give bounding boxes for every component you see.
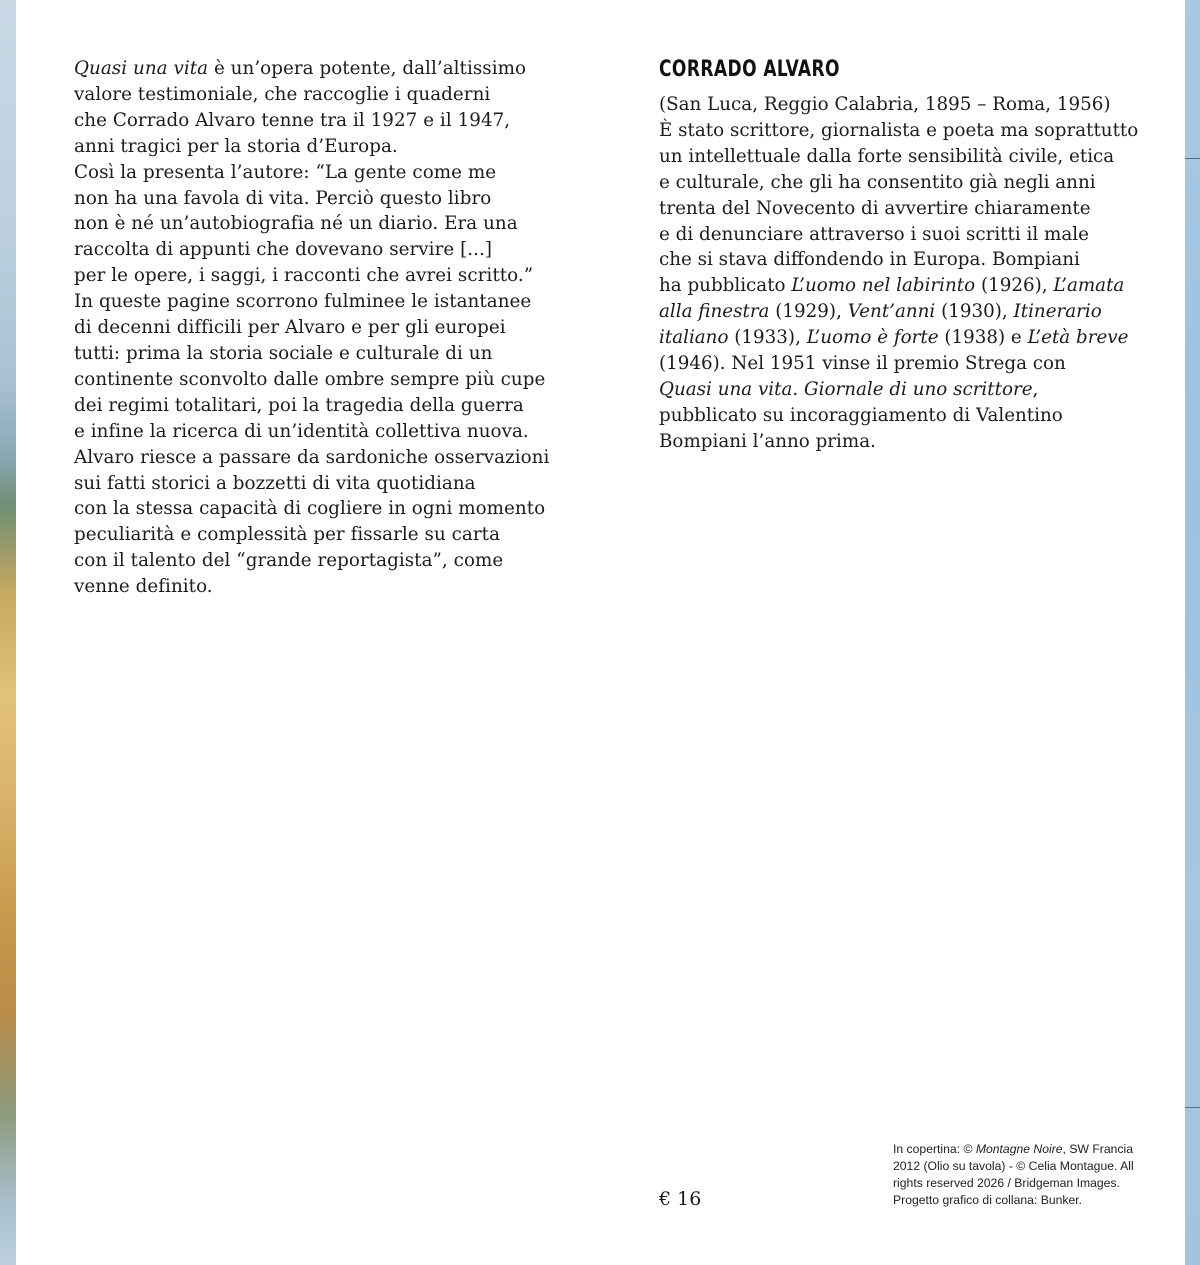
bio-line: (San Luca, Reggio Calabria, 1895 – Roma, 1956) xyxy=(659,94,1111,115)
synopsis-line: valore testimoniale, che raccoglie i quaderni xyxy=(74,83,491,105)
bio-line: trenta del Novecento di avvertire chiaramente xyxy=(659,197,1091,219)
synopsis-line: che Corrado Alvaro tenne tra il 1927 e il 1947, xyxy=(74,109,511,131)
synopsis-line: raccolta di appunti che dovevano servire [...] xyxy=(74,239,493,261)
bio-line: (1946). Nel 1951 vinse il premio Strega con xyxy=(659,353,1066,375)
synopsis-line: Così la presenta l’autore: “La gente come me xyxy=(74,161,497,183)
bio-line: un intellettuale dalla forte sensibilità civile, etica xyxy=(659,145,1115,167)
synopsis-line: e infine la ricerca di un’identità collettiva nuova. xyxy=(74,420,529,442)
credits-line: Progetto grafico di collana: Bunker. xyxy=(893,1193,1083,1207)
synopsis-line: continente sconvolto dalle ombre sempre più cupe xyxy=(74,368,546,390)
edge-mark xyxy=(1185,1107,1200,1108)
bio-line: pubblicato su incoraggiamento di Valentino xyxy=(659,404,1063,426)
synopsis-line: non ha una favola di vita. Perciò questo libro xyxy=(74,187,492,209)
author-bio xyxy=(659,92,1139,455)
price-label: € 16 xyxy=(659,1188,702,1210)
synopsis-line: anni tragici per la storia d’Europa. xyxy=(74,135,398,157)
credits-line: 2012 (Olio su tavola) - © Celia Montague. All xyxy=(893,1159,1134,1173)
author-heading: CORRADO ALVARO xyxy=(659,57,840,82)
bio-line: italiano (1933), L’uomo è forte (1938) e L’età breve xyxy=(659,327,1129,349)
synopsis-line: sui fatti storici a bozzetti di vita quotidiana xyxy=(74,472,476,494)
synopsis-text xyxy=(74,56,554,600)
synopsis-line: Alvaro riesce a passare da sardoniche osservazioni xyxy=(74,446,550,468)
bio-line: Quasi una vita. Giornale di uno scrittore, xyxy=(659,378,1039,400)
author-section xyxy=(659,56,1139,455)
synopsis-line: In queste pagine scorrono fulminee le istantanee xyxy=(74,291,532,313)
bio-line: che si stava diffondendo in Europa. Bompiani xyxy=(659,249,1080,271)
bio-line: alla finestra (1929), Vent’anni (1930), Itinerario xyxy=(659,301,1102,323)
synopsis-line: dei regimi totalitari, poi la tragedia della guerra xyxy=(74,394,524,416)
bio-line: e di denunciare attraverso i suoi scritti il male xyxy=(659,223,1089,245)
synopsis-line: con la stessa capacità di cogliere in ogni momento xyxy=(74,498,546,520)
synopsis-line: non è né un’autobiografia né un diario. Era una xyxy=(74,213,518,235)
credits-line: rights reserved 2026 / Bridgeman Images. xyxy=(893,1176,1120,1190)
synopsis-line: di decenni difficili per Alvaro e per gli europei xyxy=(74,317,506,339)
synopsis-line: tutti: prima la storia sociale e culturale di un xyxy=(74,342,493,364)
cover-credits xyxy=(893,1141,1153,1209)
edge-mark xyxy=(1185,158,1200,159)
bio-line: È stato scrittore, giornalista e poeta ma soprattutto xyxy=(659,119,1139,141)
synopsis-line: Quasi una vita è un’opera potente, dall’altissimo xyxy=(74,58,527,79)
back-cover-page xyxy=(16,0,1185,1265)
cover-art-edge-left xyxy=(0,0,16,1265)
synopsis-line: peculiarità e complessità per fissarle su carta xyxy=(74,524,501,546)
cover-edge-right xyxy=(1185,0,1200,1265)
bio-line: e culturale, che gli ha consentito già negli anni xyxy=(659,171,1096,193)
synopsis-line: con il talento del “grande reportagista”, come xyxy=(74,550,504,572)
synopsis-line: venne definito. xyxy=(74,576,213,598)
synopsis-line: per le opere, i saggi, i racconti che avrei scritto.” xyxy=(74,265,534,287)
bio-line: ha pubblicato L’uomo nel labirinto (1926), L’amata xyxy=(659,275,1125,297)
credits-line: In copertina: © Montagne Noire, SW Francia xyxy=(893,1142,1133,1156)
bio-line: Bompiani l’anno prima. xyxy=(659,430,876,452)
